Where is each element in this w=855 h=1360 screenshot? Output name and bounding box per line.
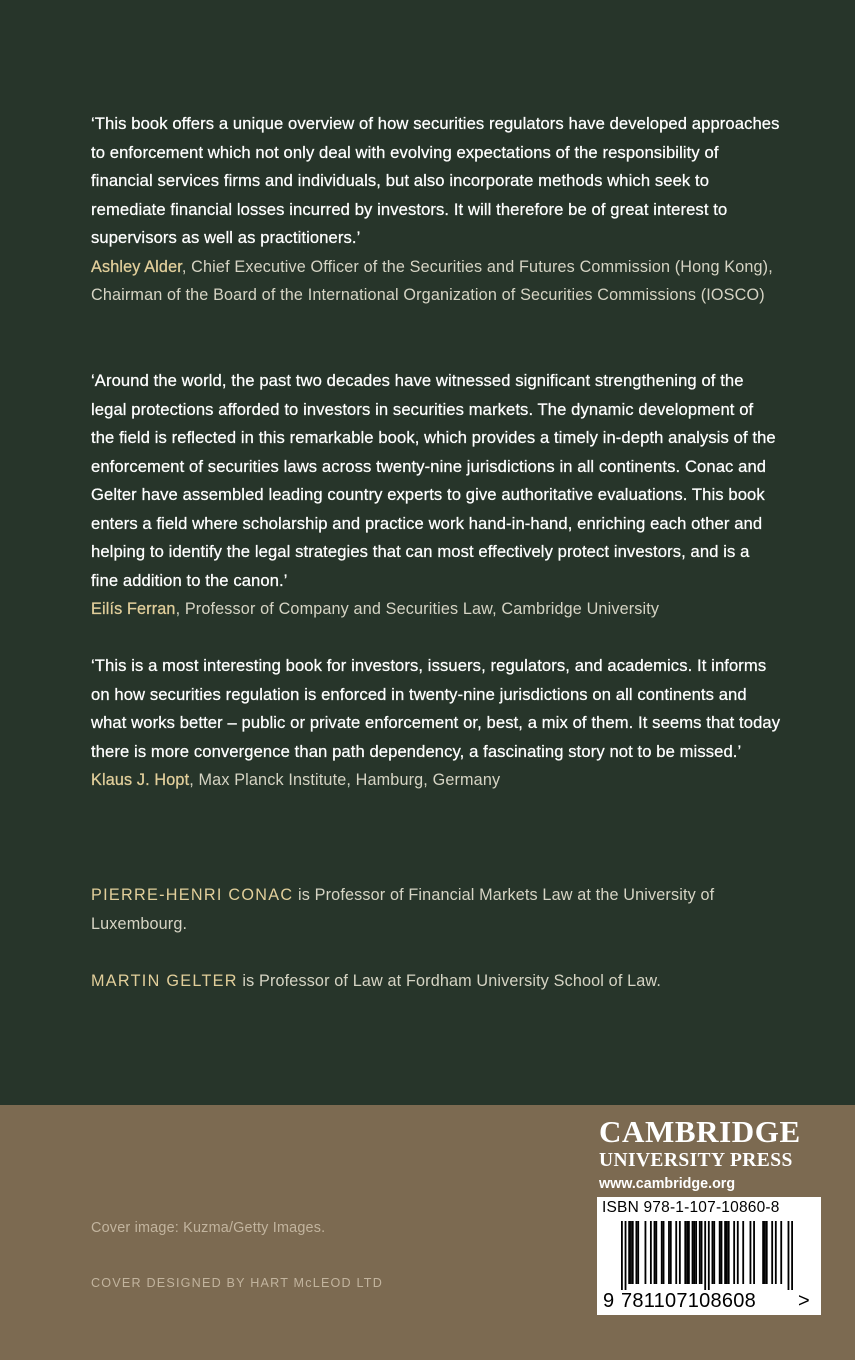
barcode-bar — [661, 1221, 663, 1284]
author-description: is Professor of Law at Fordham University School of Law. — [237, 972, 662, 990]
barcode-bar — [712, 1221, 714, 1284]
endorser-name: Ashley Alder — [91, 257, 182, 276]
isbn-label: ISBN 978-1-107-10860-8 — [602, 1199, 780, 1216]
barcode-bar — [780, 1221, 782, 1284]
barcode-bar — [645, 1221, 647, 1284]
barcode-bar — [663, 1221, 665, 1284]
barcode-bar — [726, 1221, 728, 1284]
barcode-bar — [704, 1221, 706, 1290]
barcode-bar — [699, 1221, 701, 1284]
endorser-name: Eilís Ferran — [91, 600, 176, 618]
barcode-bar — [655, 1221, 657, 1284]
endorsement-attribution — [91, 253, 781, 310]
barcode-arrow: > — [798, 1290, 810, 1312]
cover-designer-credit: COVER DESIGNED BY HART McLEOD LTD — [91, 1276, 383, 1290]
barcode-bar — [625, 1221, 627, 1290]
endorsement-quote: ‘Around the world, the past two decades have witnessed significant strengthening of the legal protections afforded to investors in securities markets. The dynamic development of the field is reflected in this remarkable book, which provides a timely in-depth analysis of the enforcement of securities laws across twenty-nine jurisdictions in all continents. Conac and Gelter have assembled leading country experts to give authoritative evaluations. This book enters a field where scholarship and practice work hand-in-hand, enriching each other and helping to identify the legal strategies that can most effectively protect investors, and is a fine addition to the canon.’ — [91, 371, 776, 590]
barcode-bar — [668, 1221, 670, 1284]
barcode-bar — [675, 1221, 677, 1284]
barcode-bars — [621, 1221, 793, 1290]
endorser-role: , Max Planck Institute, Hamburg, Germany — [189, 771, 501, 789]
author-name: MARTIN GELTER — [91, 972, 238, 990]
barcode-bar — [724, 1221, 726, 1284]
endorsement-quote: ‘This is a most interesting book for investors, issuers, regulators, and academics. It informs on how securities regulation is enforced in twenty-nine jurisdictions on all continents and what works better – public or private enforcement or, best, a mix of them. It seems that today there is more convergence than path dependency, a fascinating story not to be missed.’ — [91, 656, 781, 761]
publisher-logo — [599, 1115, 824, 1194]
barcode-bar — [684, 1221, 686, 1284]
author-bio-conac — [91, 881, 781, 938]
barcode-bar — [628, 1221, 630, 1284]
barcode-bar — [686, 1221, 688, 1284]
endorsement-quote: ‘This book offers a unique overview of how securities regulators have developed approaches to enforcement which not only deal with evolving expectations of the responsibility of financial services firms and individuals, but also incorporate methods which seek to remediate financial losses incurred by investors. It will therefore be of great interest to supervisors as well as practitioners.’ — [91, 114, 780, 247]
barcode-bar — [750, 1221, 752, 1284]
barcode-bar — [728, 1221, 730, 1284]
barcode-bar — [766, 1221, 768, 1284]
isbn-barcode — [597, 1197, 821, 1315]
barcode-bar — [771, 1221, 773, 1284]
barcode-bar — [788, 1221, 790, 1290]
author-description: is Professor of Financial Markets Law at the University of Luxembourg. — [91, 886, 715, 933]
endorser-role: , Professor of Company and Securities Law, Cambridge University — [175, 600, 660, 618]
barcode-bar — [632, 1221, 634, 1284]
bottom-band — [0, 1105, 855, 1360]
barcode-bar — [654, 1221, 656, 1284]
barcode-bar — [637, 1221, 639, 1284]
author-name: PIERRE-HENRI CONAC — [91, 886, 294, 904]
barcode-bar — [775, 1221, 777, 1284]
barcode-bar — [693, 1221, 695, 1284]
barcode-bar — [650, 1221, 652, 1284]
endorsement-alder — [91, 110, 781, 310]
endorsement-ferran — [91, 367, 781, 624]
publisher-subtitle: UNIVERSITY PRESS — [599, 1150, 793, 1171]
barcode-bar — [762, 1221, 764, 1284]
endorser-name: Klaus J. Hopt — [91, 771, 190, 789]
endorsement-attribution — [91, 595, 781, 624]
barcode-bar — [621, 1221, 623, 1290]
barcode-bar — [764, 1221, 766, 1284]
barcode-bar — [737, 1221, 739, 1284]
barcode-bar — [719, 1221, 721, 1284]
barcode-bar — [701, 1221, 703, 1284]
barcode-bar — [670, 1221, 672, 1284]
barcode-bar — [791, 1221, 793, 1290]
barcode-bar — [635, 1221, 637, 1284]
barcode-bar — [692, 1221, 694, 1284]
endorser-role: , Chief Executive Officer of the Securities and Futures Commission (Hong Kong), Chairman of the Board of the International Organization of Securities Commissions (IOSCO) — [91, 257, 773, 304]
barcode-bar — [708, 1221, 710, 1290]
cover-image-credit: Cover image: Kuzma/Getty Images. — [91, 1220, 326, 1236]
barcode-bar — [721, 1221, 723, 1284]
barcode-bar — [753, 1221, 755, 1284]
author-bio-gelter — [91, 967, 661, 996]
barcode-bar — [630, 1221, 632, 1284]
barcode-bar — [679, 1221, 681, 1284]
barcode-first-digit: 9 — [603, 1290, 615, 1312]
barcode-bar — [733, 1221, 735, 1284]
endorsement-attribution — [91, 766, 781, 795]
publisher-url: www.cambridge.org — [599, 1176, 736, 1192]
barcode-digits: 781107108608 — [621, 1290, 756, 1312]
barcode-bar — [742, 1221, 744, 1284]
barcode-bar — [695, 1221, 697, 1284]
endorsement-hopt — [91, 652, 781, 795]
barcode-bar — [688, 1221, 690, 1284]
barcode-bar — [713, 1221, 715, 1284]
publisher-name: CAMBRIDGE — [599, 1114, 801, 1149]
